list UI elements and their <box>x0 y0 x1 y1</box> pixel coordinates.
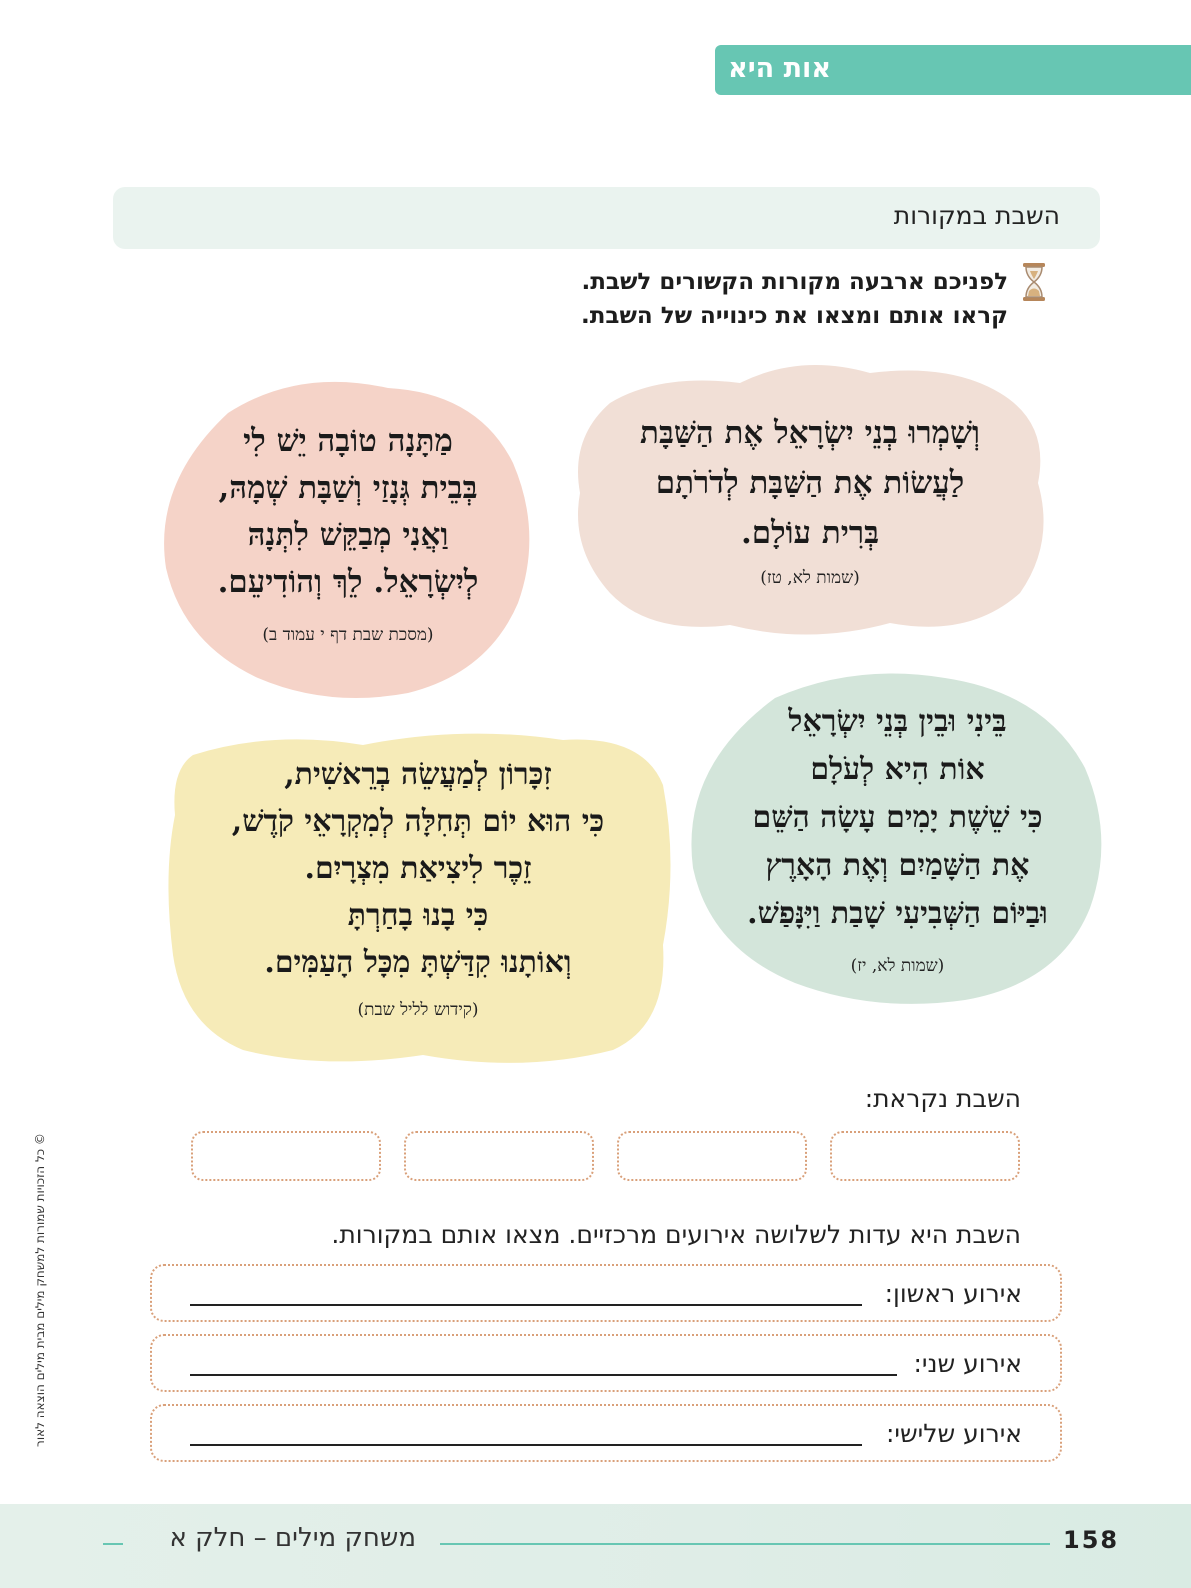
event-row-first[interactable] <box>150 1264 1062 1322</box>
source-card-3 <box>685 668 1110 1008</box>
page-footer <box>0 1504 1191 1588</box>
source-card-4-text <box>163 751 673 986</box>
chapter-tab <box>715 45 1191 95</box>
source-card-4-citation: (קידוש לליל שבת) <box>357 1000 479 1020</box>
name-answer-box-3[interactable] <box>404 1131 594 1181</box>
source-card-3-line: אוֹת הִיא לְעֹלָם <box>810 752 985 787</box>
chapter-tab-label: אות היא <box>728 53 831 84</box>
source-card-1-line: בְּרִית עוֹלָם. <box>740 515 880 551</box>
source-card-1-line: לַעֲשׂוֹת אֶת הַשַּׁבָּת לְדֹרֹתָם <box>655 465 965 501</box>
names-question-label: השבת נקראת: <box>864 1084 1021 1113</box>
source-card-1-citation: (שמות לא, טז) <box>760 568 860 588</box>
answer-line[interactable] <box>190 1374 897 1376</box>
source-card-3-text <box>685 698 1110 938</box>
footer-rule-left <box>103 1543 123 1545</box>
source-card-4-line: וְאוֹתָנוּ קִדַּשְׁתָּ מִכָּל הָעַמִּים. <box>264 945 572 980</box>
source-card-1-text <box>570 408 1050 558</box>
answer-line[interactable] <box>190 1304 862 1306</box>
event-row-second[interactable] <box>150 1334 1062 1392</box>
events-question-prompt: השבת היא עדות לשלושה אירועים מרכזיים. מצאו אותם במקורות. <box>331 1220 1021 1249</box>
name-answer-box-2[interactable] <box>617 1131 807 1181</box>
source-card-4-line: כִּי בָנוּ בָחַרְתָּ <box>347 898 489 933</box>
name-answer-box-1[interactable] <box>830 1131 1020 1181</box>
section-title: השבת במקורות <box>893 201 1060 230</box>
source-card-3-line: כִּי שֵׁשֶׁת יָמִים עָשָׂה הַשֵּׁם <box>752 800 1043 835</box>
source-card-4 <box>163 725 673 1070</box>
instructions-line-1: לפניכם ארבעה מקורות הקשורים לשבת. <box>581 269 1008 295</box>
footer-title: משחק מילים – חלק א <box>169 1523 416 1553</box>
page-number: 158 <box>1063 1526 1120 1554</box>
hourglass-icon <box>1020 262 1048 302</box>
source-card-4-line: כִּי הוּא יוֹם תְּחִלָּה לְמִקְרָאֵי קֹדֶשׁ, <box>231 804 605 839</box>
source-card-2-line: לְיִשְׂרָאֵל. לֵךְ וְהוֹדִיעֵם. <box>217 564 479 600</box>
source-card-1 <box>570 353 1050 643</box>
source-card-2-line: וַאֲנִי מְבַקֵּשׁ לִתְּנָהּ <box>247 517 449 553</box>
source-card-3-line: בֵּינִי וּבֵין בְּנֵי יִשְׂרָאֵל <box>788 704 1007 739</box>
event-label-first: אירוע ראשון: <box>884 1279 1022 1308</box>
source-card-3-line: אֶת הַשָּׁמַיִם וְאֶת הָאָרֶץ <box>765 848 1030 883</box>
source-card-4-line: זִכָּרוֹן לְמַעֲשֵׂה בְרֵאשִׁית, <box>284 757 552 792</box>
answer-line[interactable] <box>190 1444 862 1446</box>
event-label-second: אירוע שני: <box>913 1349 1022 1378</box>
event-row-third[interactable] <box>150 1404 1062 1462</box>
source-card-4-line: זֵכֶר לִיצִיאַת מִצְרָיִם. <box>304 851 532 886</box>
source-card-1-line: וְשָׁמְרוּ בְנֵי יִשְׂרָאֵל אֶת הַשַּׁבָּת <box>640 415 980 451</box>
name-answer-box-4[interactable] <box>191 1131 381 1181</box>
instructions-line-2: קראו אותם ומצאו את כינוייה של השבת. <box>580 303 1008 329</box>
footer-rule-middle <box>440 1543 1050 1545</box>
source-card-3-citation: (שמות לא, יז) <box>850 956 945 976</box>
source-card-2-citation: (מסכת שבת דף י עמוד ב) <box>262 625 434 645</box>
copyright-note: © כל הזכויות שמורות למשחק מילים מבית מילים הוצאה לאור <box>33 1133 47 1447</box>
source-card-2-line: בְּבֵית גְּנָזַי וְשַׁבָּת שְׁמָהּ, <box>218 470 478 506</box>
source-card-2-text <box>158 418 538 606</box>
instructions <box>448 265 1008 333</box>
source-card-3-line: וּבַיּוֹם הַשְּׁבִיעִי שָׁבַת וַיִּנָּפַשׁ. <box>747 896 1048 931</box>
source-card-2-line: מַתָּנָה טוֹבָה יֵשׁ לִי <box>243 423 453 459</box>
section-header <box>113 187 1100 249</box>
source-card-2 <box>158 373 538 703</box>
event-label-third: אירוע שלישי: <box>885 1419 1022 1448</box>
